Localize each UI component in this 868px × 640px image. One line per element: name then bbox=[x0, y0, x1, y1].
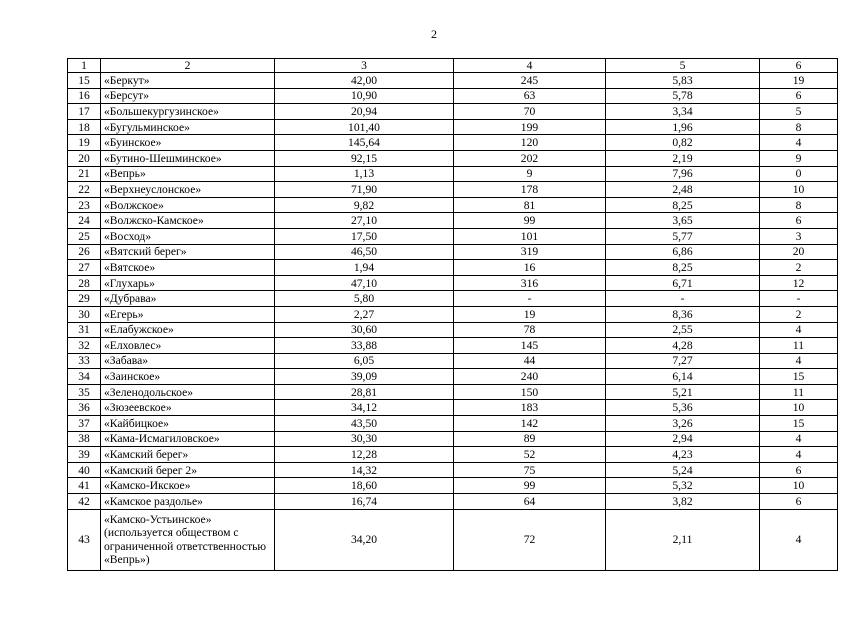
table-row bbox=[68, 213, 838, 229]
table-row bbox=[68, 150, 838, 166]
name-cell: «Буинское» bbox=[101, 135, 275, 151]
value-cell-5: 0,82 bbox=[606, 135, 760, 151]
table-row bbox=[68, 197, 838, 213]
table-row bbox=[68, 369, 838, 385]
value-cell-6: 10 bbox=[760, 182, 838, 198]
row-number-cell: 30 bbox=[68, 306, 101, 322]
row-number-cell: 15 bbox=[68, 73, 101, 89]
value-cell-5: 5,77 bbox=[606, 228, 760, 244]
row-number-cell: 28 bbox=[68, 275, 101, 291]
value-cell-5: 5,21 bbox=[606, 384, 760, 400]
value-cell-6: 8 bbox=[760, 197, 838, 213]
row-number-cell: 22 bbox=[68, 182, 101, 198]
value-cell-4: 63 bbox=[454, 88, 606, 104]
table-row bbox=[68, 353, 838, 369]
value-cell-4: 78 bbox=[454, 322, 606, 338]
value-cell-6: 20 bbox=[760, 244, 838, 260]
table-row bbox=[68, 182, 838, 198]
name-cell: «Берсут» bbox=[101, 88, 275, 104]
row-number-cell: 24 bbox=[68, 213, 101, 229]
table-body bbox=[68, 59, 838, 571]
table-row bbox=[68, 291, 838, 307]
header-cell: 1 bbox=[68, 59, 101, 73]
name-cell: «Забава» bbox=[101, 353, 275, 369]
table-row bbox=[68, 494, 838, 510]
row-number-cell: 39 bbox=[68, 447, 101, 463]
value-cell-3: 17,50 bbox=[275, 228, 454, 244]
name-cell: «Верхнеуслонское» bbox=[101, 182, 275, 198]
value-cell-5: 3,65 bbox=[606, 213, 760, 229]
row-number-cell: 20 bbox=[68, 150, 101, 166]
table-row bbox=[68, 135, 838, 151]
value-cell-3: 28,81 bbox=[275, 384, 454, 400]
value-cell-6: 2 bbox=[760, 260, 838, 276]
value-cell-6: 4 bbox=[760, 322, 838, 338]
table-row bbox=[68, 384, 838, 400]
header-cell: 4 bbox=[454, 59, 606, 73]
value-cell-4: - bbox=[454, 291, 606, 307]
value-cell-4: 44 bbox=[454, 353, 606, 369]
value-cell-5: 4,23 bbox=[606, 447, 760, 463]
value-cell-6: 4 bbox=[760, 431, 838, 447]
name-cell: «Беркут» bbox=[101, 73, 275, 89]
value-cell-3: 20,94 bbox=[275, 104, 454, 120]
value-cell-4: 240 bbox=[454, 369, 606, 385]
name-cell: «Вятский берег» bbox=[101, 244, 275, 260]
value-cell-6: 15 bbox=[760, 369, 838, 385]
value-cell-6: 10 bbox=[760, 400, 838, 416]
name-cell: «Камский берег 2» bbox=[101, 462, 275, 478]
value-cell-3: 12,28 bbox=[275, 447, 454, 463]
header-cell: 2 bbox=[101, 59, 275, 73]
name-cell: «Волжско-Камское» bbox=[101, 213, 275, 229]
table-header-row bbox=[68, 59, 838, 73]
table-row bbox=[68, 119, 838, 135]
value-cell-3: 1,13 bbox=[275, 166, 454, 182]
name-cell: «Вепрь» bbox=[101, 166, 275, 182]
value-cell-3: 30,60 bbox=[275, 322, 454, 338]
row-number-cell: 40 bbox=[68, 462, 101, 478]
name-cell: «Елховлес» bbox=[101, 338, 275, 354]
name-cell: «Камское раздолье» bbox=[101, 494, 275, 510]
name-cell: «Камский берег» bbox=[101, 447, 275, 463]
value-cell-3: 16,74 bbox=[275, 494, 454, 510]
value-cell-6: 4 bbox=[760, 353, 838, 369]
name-cell: «Волжское» bbox=[101, 197, 275, 213]
row-number-cell: 26 bbox=[68, 244, 101, 260]
row-number-cell: 21 bbox=[68, 166, 101, 182]
table-row bbox=[68, 322, 838, 338]
value-cell-5: 2,94 bbox=[606, 431, 760, 447]
value-cell-3: 18,60 bbox=[275, 478, 454, 494]
value-cell-6: 10 bbox=[760, 478, 838, 494]
row-number-cell: 19 bbox=[68, 135, 101, 151]
value-cell-4: 81 bbox=[454, 197, 606, 213]
value-cell-5: 5,36 bbox=[606, 400, 760, 416]
value-cell-3: 27,10 bbox=[275, 213, 454, 229]
value-cell-6: 15 bbox=[760, 416, 838, 432]
value-cell-4: 52 bbox=[454, 447, 606, 463]
value-cell-5: 4,28 bbox=[606, 338, 760, 354]
value-cell-6: - bbox=[760, 291, 838, 307]
row-number-cell: 25 bbox=[68, 228, 101, 244]
value-cell-6: 11 bbox=[760, 384, 838, 400]
row-number-cell: 37 bbox=[68, 416, 101, 432]
value-cell-5: 1,96 bbox=[606, 119, 760, 135]
header-cell: 6 bbox=[760, 59, 838, 73]
table-row bbox=[68, 166, 838, 182]
value-cell-4: 145 bbox=[454, 338, 606, 354]
table-row bbox=[68, 104, 838, 120]
value-cell-5: 6,14 bbox=[606, 369, 760, 385]
name-cell: «Заинское» bbox=[101, 369, 275, 385]
value-cell-6: 2 bbox=[760, 306, 838, 322]
value-cell-5: 3,34 bbox=[606, 104, 760, 120]
name-cell: «Вятское» bbox=[101, 260, 275, 276]
value-cell-3: 30,30 bbox=[275, 431, 454, 447]
row-number-cell: 31 bbox=[68, 322, 101, 338]
name-cell: «Бугульминское» bbox=[101, 119, 275, 135]
row-number-cell: 43 bbox=[68, 509, 101, 570]
value-cell-5: 5,32 bbox=[606, 478, 760, 494]
row-number-cell: 16 bbox=[68, 88, 101, 104]
table-row bbox=[68, 416, 838, 432]
name-cell: «Кайбицкое» bbox=[101, 416, 275, 432]
table-row bbox=[68, 338, 838, 354]
value-cell-5: 7,96 bbox=[606, 166, 760, 182]
row-number-cell: 35 bbox=[68, 384, 101, 400]
value-cell-4: 120 bbox=[454, 135, 606, 151]
row-number-cell: 38 bbox=[68, 431, 101, 447]
value-cell-5: 8,25 bbox=[606, 197, 760, 213]
value-cell-4: 316 bbox=[454, 275, 606, 291]
row-number-cell: 36 bbox=[68, 400, 101, 416]
name-cell: «Зюзеевское» bbox=[101, 400, 275, 416]
table-row bbox=[68, 478, 838, 494]
table-row bbox=[68, 400, 838, 416]
name-cell: «Камско-Икское» bbox=[101, 478, 275, 494]
value-cell-4: 99 bbox=[454, 478, 606, 494]
name-cell: «Кама-Исмагиловское» bbox=[101, 431, 275, 447]
value-cell-3: 34,12 bbox=[275, 400, 454, 416]
row-number-cell: 23 bbox=[68, 197, 101, 213]
page-number: 2 bbox=[431, 27, 437, 41]
table-row bbox=[68, 431, 838, 447]
value-cell-4: 9 bbox=[454, 166, 606, 182]
value-cell-3: 34,20 bbox=[275, 509, 454, 570]
value-cell-4: 245 bbox=[454, 73, 606, 89]
value-cell-5: 6,86 bbox=[606, 244, 760, 260]
name-cell: «Дубрава» bbox=[101, 291, 275, 307]
value-cell-6: 19 bbox=[760, 73, 838, 89]
value-cell-4: 202 bbox=[454, 150, 606, 166]
value-cell-3: 46,50 bbox=[275, 244, 454, 260]
table-row bbox=[68, 462, 838, 478]
name-cell: «Глухарь» bbox=[101, 275, 275, 291]
row-number-cell: 33 bbox=[68, 353, 101, 369]
value-cell-4: 16 bbox=[454, 260, 606, 276]
value-cell-4: 101 bbox=[454, 228, 606, 244]
value-cell-6: 6 bbox=[760, 88, 838, 104]
value-cell-6: 9 bbox=[760, 150, 838, 166]
value-cell-4: 19 bbox=[454, 306, 606, 322]
value-cell-5: - bbox=[606, 291, 760, 307]
value-cell-4: 72 bbox=[454, 509, 606, 570]
value-cell-6: 3 bbox=[760, 228, 838, 244]
data-table bbox=[67, 58, 838, 571]
value-cell-3: 39,09 bbox=[275, 369, 454, 385]
row-number-cell: 17 bbox=[68, 104, 101, 120]
value-cell-5: 6,71 bbox=[606, 275, 760, 291]
value-cell-4: 319 bbox=[454, 244, 606, 260]
value-cell-5: 5,24 bbox=[606, 462, 760, 478]
value-cell-5: 8,36 bbox=[606, 306, 760, 322]
value-cell-4: 99 bbox=[454, 213, 606, 229]
row-number-cell: 29 bbox=[68, 291, 101, 307]
value-cell-5: 7,27 bbox=[606, 353, 760, 369]
row-number-cell: 32 bbox=[68, 338, 101, 354]
value-cell-3: 71,90 bbox=[275, 182, 454, 198]
row-number-cell: 34 bbox=[68, 369, 101, 385]
value-cell-4: 178 bbox=[454, 182, 606, 198]
value-cell-5: 3,26 bbox=[606, 416, 760, 432]
table-row bbox=[68, 260, 838, 276]
row-number-cell: 41 bbox=[68, 478, 101, 494]
row-number-cell: 18 bbox=[68, 119, 101, 135]
value-cell-3: 33,88 bbox=[275, 338, 454, 354]
value-cell-6: 8 bbox=[760, 119, 838, 135]
row-number-cell: 27 bbox=[68, 260, 101, 276]
value-cell-6: 6 bbox=[760, 213, 838, 229]
value-cell-5: 5,78 bbox=[606, 88, 760, 104]
value-cell-5: 3,82 bbox=[606, 494, 760, 510]
table-row bbox=[68, 509, 838, 570]
table-row bbox=[68, 88, 838, 104]
value-cell-4: 64 bbox=[454, 494, 606, 510]
table-row bbox=[68, 228, 838, 244]
table-row bbox=[68, 275, 838, 291]
value-cell-3: 92,15 bbox=[275, 150, 454, 166]
name-cell: «Зеленодольское» bbox=[101, 384, 275, 400]
value-cell-3: 5,80 bbox=[275, 291, 454, 307]
value-cell-3: 145,64 bbox=[275, 135, 454, 151]
value-cell-3: 42,00 bbox=[275, 73, 454, 89]
name-cell: «Большекургузинское» bbox=[101, 104, 275, 120]
value-cell-5: 5,83 bbox=[606, 73, 760, 89]
value-cell-6: 0 bbox=[760, 166, 838, 182]
value-cell-3: 10,90 bbox=[275, 88, 454, 104]
table-row bbox=[68, 306, 838, 322]
value-cell-4: 142 bbox=[454, 416, 606, 432]
value-cell-3: 2,27 bbox=[275, 306, 454, 322]
value-cell-4: 89 bbox=[454, 431, 606, 447]
value-cell-6: 5 bbox=[760, 104, 838, 120]
value-cell-6: 6 bbox=[760, 462, 838, 478]
header-cell: 3 bbox=[275, 59, 454, 73]
table-row bbox=[68, 244, 838, 260]
header-cell: 5 bbox=[606, 59, 760, 73]
value-cell-3: 6,05 bbox=[275, 353, 454, 369]
value-cell-5: 2,19 bbox=[606, 150, 760, 166]
value-cell-4: 150 bbox=[454, 384, 606, 400]
value-cell-5: 2,11 bbox=[606, 509, 760, 570]
value-cell-4: 199 bbox=[454, 119, 606, 135]
value-cell-4: 75 bbox=[454, 462, 606, 478]
value-cell-4: 183 bbox=[454, 400, 606, 416]
value-cell-5: 2,55 bbox=[606, 322, 760, 338]
table-row bbox=[68, 73, 838, 89]
value-cell-3: 1,94 bbox=[275, 260, 454, 276]
value-cell-3: 43,50 bbox=[275, 416, 454, 432]
value-cell-6: 12 bbox=[760, 275, 838, 291]
table-row bbox=[68, 447, 838, 463]
row-number-cell: 42 bbox=[68, 494, 101, 510]
name-cell: «Елабужское» bbox=[101, 322, 275, 338]
value-cell-4: 70 bbox=[454, 104, 606, 120]
name-cell: «Восход» bbox=[101, 228, 275, 244]
value-cell-3: 9,82 bbox=[275, 197, 454, 213]
value-cell-5: 8,25 bbox=[606, 260, 760, 276]
value-cell-5: 2,48 bbox=[606, 182, 760, 198]
value-cell-3: 47,10 bbox=[275, 275, 454, 291]
value-cell-6: 6 bbox=[760, 494, 838, 510]
value-cell-3: 14,32 bbox=[275, 462, 454, 478]
name-cell: «Егерь» bbox=[101, 306, 275, 322]
name-cell: «Камско-Устьинское» (используется обществом с ограниченной ответственностью «Вепрь») bbox=[101, 509, 275, 570]
value-cell-6: 4 bbox=[760, 447, 838, 463]
value-cell-3: 101,40 bbox=[275, 119, 454, 135]
value-cell-6: 4 bbox=[760, 135, 838, 151]
name-cell: «Бутино-Шешминское» bbox=[101, 150, 275, 166]
value-cell-6: 11 bbox=[760, 338, 838, 354]
value-cell-6: 4 bbox=[760, 509, 838, 570]
